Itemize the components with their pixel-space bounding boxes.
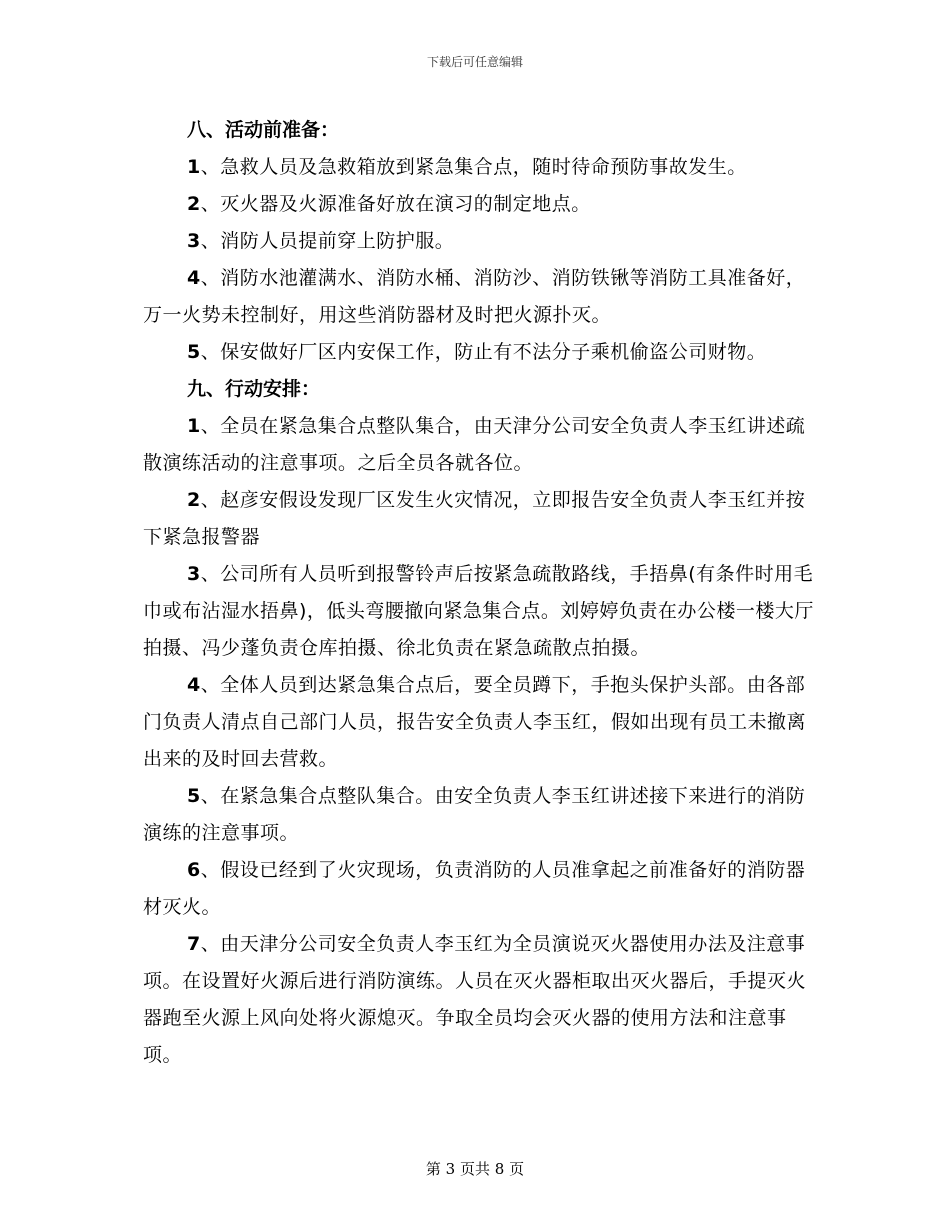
paragraph: 3、公司所有人员听到报警铃声后按紧急疏散路线，手捂鼻(有条件时用毛巾或布沾湿水捂鼻)，低头弯腰撤向紧急集合点。刘婷婷负责在办公楼一楼大厅拍摄、冯少蓬负责仓库拍摄、徐北负责在紧急疏散点拍摄。 <box>143 563 814 659</box>
paragraph: 6、假设已经到了火灾现场，负责消防的人员准拿起之前准备好的消防器材灭火。 <box>143 859 806 918</box>
paragraph: 2、赵彦安假设发现厂区发生火灾情况，立即报告安全负责人李玉红并按下紧急报警器 <box>143 489 806 548</box>
section-heading-preparation: 八、活动前准备： <box>187 119 340 141</box>
paragraph: 1、全员在紧急集合点整队集合，由天津分公司安全负责人李玉红讲述疏散演练活动的注意事项。之后全员各就各位。 <box>143 415 806 474</box>
paragraph: 2、灭火器及火源准备好放在演习的制定地点。 <box>187 193 591 215</box>
paragraph: 3、消防人员提前穿上防护服。 <box>187 230 455 252</box>
paragraph: 1、急救人员及急救箱放到紧急集合点，随时待命预防事故发生。 <box>187 156 747 178</box>
document-body <box>143 112 823 1074</box>
paragraph: 5、在紧急集合点整队集合。由安全负责人李玉红讲述接下来进行的消防演练的注意事项。 <box>143 785 806 844</box>
paragraph: 5、保安做好厂区内安保工作，防止有不法分子乘机偷盗公司财物。 <box>187 341 767 363</box>
page-header: 下载后可任意编辑 <box>426 55 523 69</box>
paragraph: 4、消防水池灌满水、消防水桶、消防沙、消防铁锹等消防工具准备好，万一火势未控制好，用这些消防器材及时把火源扑灭。 <box>143 267 806 326</box>
section-heading-actions: 九、行动安排： <box>187 378 321 400</box>
page-footer: 第 3 页共 8 页 <box>425 1160 525 1178</box>
paragraph: 4、全体人员到达紧急集合点后，要全员蹲下，手抱头保护头部。由各部门负责人清点自己部门人员，报告安全负责人李玉红，假如出现有员工未撤离出来的及时回去营救。 <box>143 674 807 770</box>
paragraph: 7、由天津分公司安全负责人李玉红为全员演说灭火器使用办法及注意事项。在设置好火源后进行消防演练。人员在灭火器柜取出灭火器后，手提灭火器跑至火源上风向处将火源熄灭。争取全员均会灭火器的使用方法和注意事项。 <box>143 933 807 1066</box>
